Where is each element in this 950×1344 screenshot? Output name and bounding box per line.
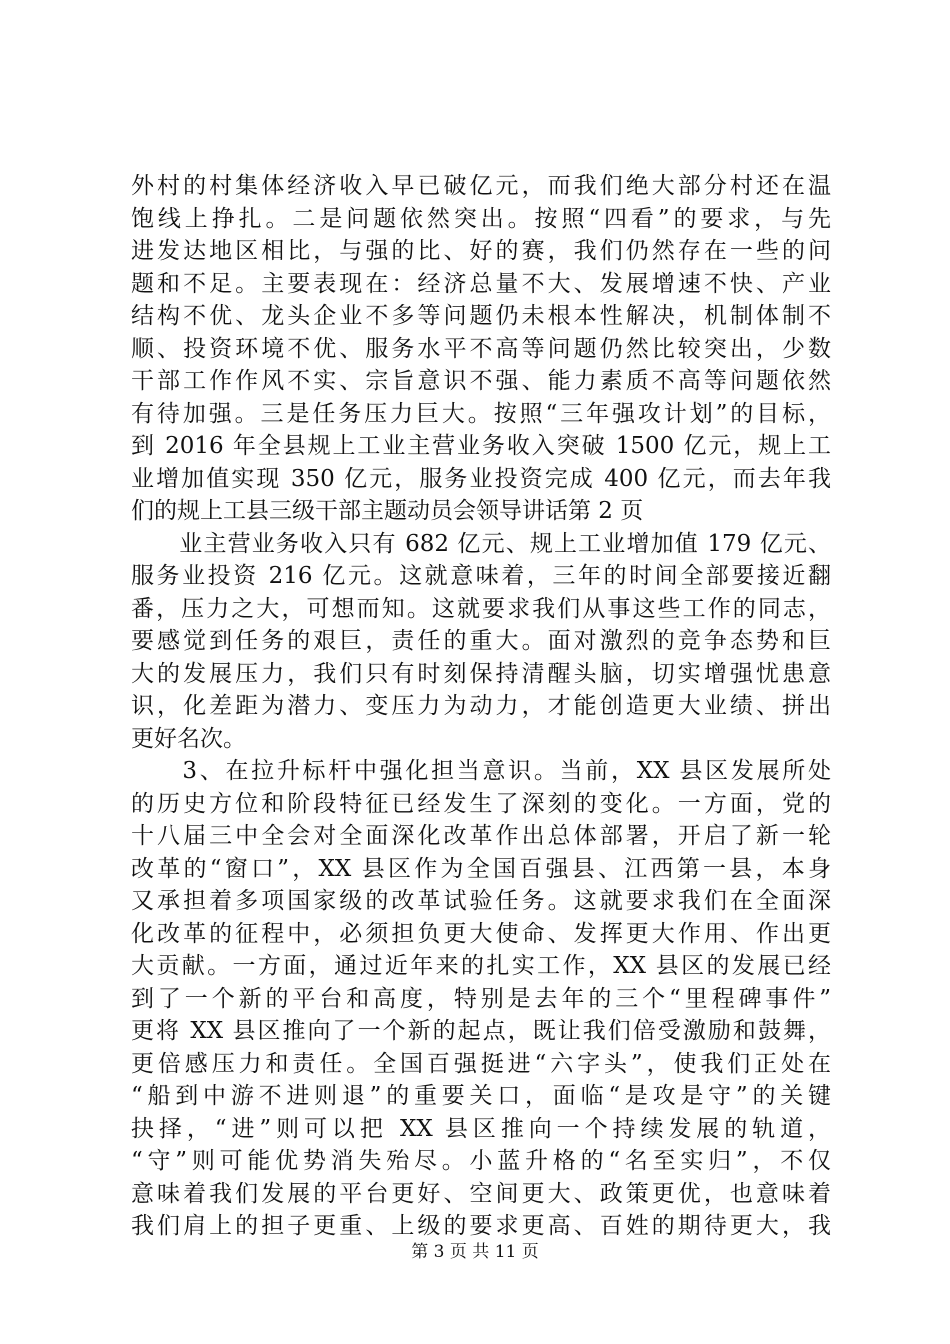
text-line: 进发达地区相比，与强的比、好的赛，我们仍然存在一些的问 bbox=[131, 238, 831, 264]
text-line: 识，化差距为潜力、变压力为动力，才能创造更大业绩、拼出 bbox=[131, 693, 831, 719]
text-line: 更倍感压力和责任。全国百强挺进“六字头”，使我们正处在 bbox=[131, 1050, 831, 1077]
document-body bbox=[131, 170, 831, 1243]
text-line: 化改革的征程中，必须担负更大使命、发挥更大作用、作出更 bbox=[131, 920, 831, 947]
text-line: 结构不优、龙头企业不多等问题仍未根本性解决，机制体制不 bbox=[131, 303, 831, 329]
text-line: 到 2016 年全县规上工业主营业务收入突破 1500 亿元，规上工 bbox=[131, 433, 831, 459]
text-line: 到了一个新的平台和高度，特别是去年的三个“里程碑事件” bbox=[131, 985, 831, 1012]
text-line: 我们肩上的担子更重、上级的要求更高、百姓的期待更大，我 bbox=[131, 1213, 831, 1239]
text-line: 抉择，“进”则可以把 XX 县区推向一个持续发展的轨道， bbox=[131, 1115, 831, 1142]
text-line: 们的规上工县三级干部主题动员会领导讲话第 2 页 bbox=[131, 498, 644, 524]
page-footer: 第 3 页 共 11 页 bbox=[411, 1242, 539, 1262]
text-line: 大的发展压力，我们只有时刻保持清醒头脑，切实增强忧患意 bbox=[131, 660, 831, 687]
text-line: 要感觉到任务的艰巨，责任的重大。面对激烈的竞争态势和巨 bbox=[131, 628, 831, 654]
text-line: 有待加强。三是任务压力巨大。按照“三年强攻计划”的目标， bbox=[131, 400, 831, 427]
text-line: 服务业投资 216 亿元。这就意味着，三年的时间全部要接近翻 bbox=[131, 563, 831, 589]
text-line: “船到中游不进则退”的重要关口，面临“是攻是守”的关键 bbox=[131, 1083, 831, 1109]
text-line: 干部工作作风不实、宗旨意识不强、能力素质不高等问题依然 bbox=[131, 368, 831, 394]
text-line: 业主营业务收入只有 682 亿元、规上工业增加值 179 亿元、 bbox=[131, 530, 831, 557]
text-line: 番，压力之大，可想而知。这就要求我们从事这些工作的同志， bbox=[131, 595, 831, 622]
text-line: 饱线上挣扎。二是问题依然突出。按照“四看”的要求，与先 bbox=[131, 205, 831, 232]
text-line: 改革的“窗口”，XX 县区作为全国百强县、江西第一县，本身 bbox=[131, 855, 831, 882]
text-line: 3、在拉升标杆中强化担当意识。当前，XX 县区发展所处 bbox=[131, 758, 831, 784]
text-line: “守”则可能优势消失殆尽。小蓝升格的“名至实归”，不仅 bbox=[131, 1148, 831, 1174]
text-line: 意味着我们发展的平台更好、空间更大、政策更优，也意味着 bbox=[131, 1180, 831, 1207]
text-line: 顺、投资环境不优、服务水平不高等问题仍然比较突出，少数 bbox=[131, 335, 831, 362]
text-line: 的历史方位和阶段特征已经发生了深刻的变化。一方面，党的 bbox=[131, 790, 831, 817]
text-line: 外村的村集体经济收入早已破亿元，而我们绝大部分村还在温 bbox=[131, 173, 831, 199]
text-line: 十八届三中全会对全面深化改革作出总体部署，开启了新一轮 bbox=[131, 823, 831, 849]
text-line: 又承担着多项国家级的改革试验任务。这就要求我们在全面深 bbox=[131, 888, 831, 914]
text-line: 题和不足。主要表现在：经济总量不大、发展增速不快、产业 bbox=[131, 270, 831, 297]
text-line: 大贡献。一方面，通过近年来的扎实工作，XX 县区的发展已经 bbox=[131, 953, 831, 979]
text-line: 更将 XX 县区推向了一个新的起点，既让我们倍受激励和鼓舞， bbox=[131, 1018, 831, 1044]
text-line: 业增加值实现 350 亿元，服务业投资完成 400 亿元，而去年我 bbox=[131, 465, 831, 492]
text-line: 更好名次。 bbox=[131, 725, 246, 752]
